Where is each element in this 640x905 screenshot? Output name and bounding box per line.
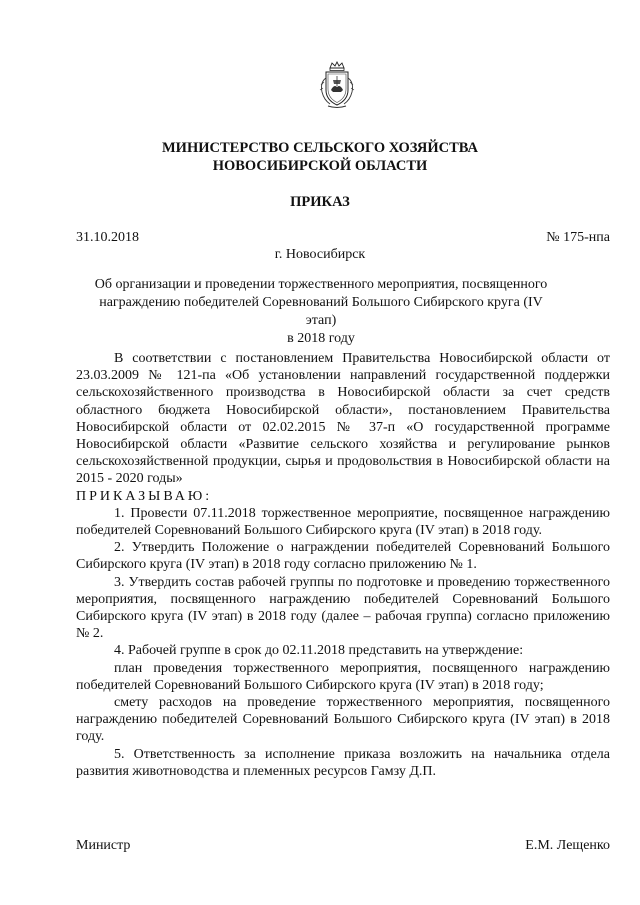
document-date: 31.10.2018 bbox=[76, 230, 139, 245]
document-subject bbox=[88, 276, 554, 348]
item-1-paragraph: 1. Провести 07.11.2018 торжественное мероприятие, посвященное награждению победителей Соревнований Большого Сибирского круга (IV этап) в 2018 году. bbox=[76, 505, 610, 539]
item-4b-paragraph: смету расходов на проведение торжественного мероприятия, посвященного награждению победителей Соревнований Большого Сибирского круга (IV этап) в 2018 году. bbox=[76, 695, 610, 745]
order-word: ПРИКАЗЫВАЮ: bbox=[76, 488, 213, 504]
document-number: № 175-нпа bbox=[546, 230, 610, 245]
item-4a-paragraph: план проведения торжественного мероприятия, посвященного награждению победителей Соревнований Большого Сибирского круга (IV этап) в 2018 году; bbox=[76, 660, 610, 693]
document-type: ПРИКАЗ bbox=[290, 194, 350, 210]
ministry-name bbox=[0, 139, 640, 175]
item-5-paragraph: 5. Ответственность за исполнение приказа возложить на начальника отдела развития животноводства и племенных ресурсов Гамзу Д.П. bbox=[76, 746, 610, 779]
ministry-line-2: НОВОСИБИРСКОЙ ОБЛАСТИ bbox=[212, 158, 428, 174]
signature-name: Е.М. Лещенко bbox=[525, 838, 610, 853]
coat-of-arms-icon bbox=[316, 60, 358, 110]
subject-line-1: Об организации и проведении торжественного мероприятия, посвященного bbox=[94, 277, 548, 292]
ministry-line-1: МИНИСТЕРСТВО СЕЛЬСКОГО ХОЗЯЙСТВА bbox=[162, 140, 478, 156]
document-city: г. Новосибирск bbox=[274, 247, 366, 262]
subject-line-3: в 2018 году bbox=[287, 331, 355, 346]
item-2-paragraph: 2. Утвердить Положение о награждении победителей Соревнований Большого Сибирского круга (IV этап) в 2018 году согласно приложению № 1. bbox=[76, 540, 610, 573]
item-4-paragraph: 4. Рабочей группе в срок до 02.11.2018 представить на утверждение: bbox=[114, 643, 524, 659]
signature-position: Министр bbox=[76, 838, 131, 853]
subject-line-2: награждению победителей Соревнований Большого Сибирского круга (IV этап) bbox=[99, 295, 543, 328]
document-body bbox=[76, 350, 610, 780]
preamble-paragraph: В соответствии с постановлением Правительства Новосибирской области от 23.03.2009 № 121-па «Об установлении направлений государственной поддержки сельскохозяйственного производства в Новосибирской области за счет средств областного бюджета Новосибирской области», постановлением Правительства Новосибирской области от 02.02.2015 № 37-п «О государственной программе Новосибирской области «Развитие сельского хозяйства и регулирование рынков сельскохозяйственной продукции, сырья и продовольствия в Новосибирской области на 2015 - 2020 годы» bbox=[76, 351, 610, 487]
item-3-paragraph: 3. Утвердить состав рабочей группы по подготовке и проведению торжественного мероприятия, посвященного награждению победителей Соревнований Большого Сибирского круга (IV этап) в 2018 году (далее – рабочая группа) согласно приложению № 2. bbox=[76, 574, 610, 642]
